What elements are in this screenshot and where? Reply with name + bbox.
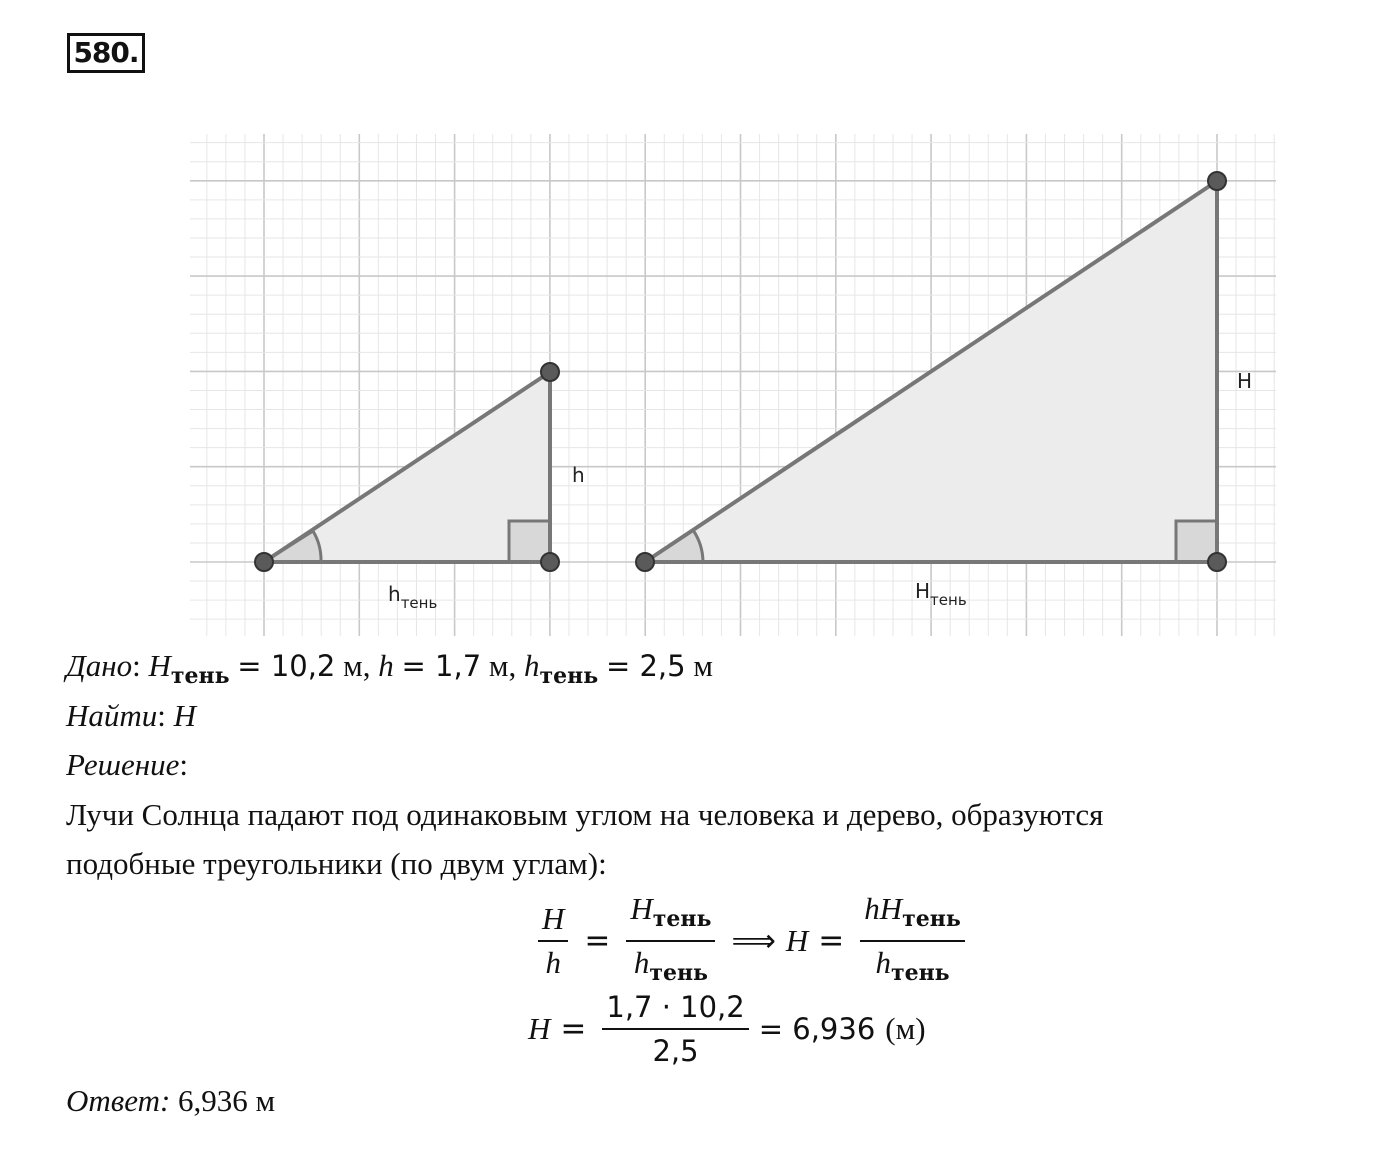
fraction-solve-H: $\frac{hH_{тень}}{h_{тень}}$ — [860, 890, 965, 992]
large-point-b — [1208, 553, 1226, 571]
solution-text-2: подобные треугольники (по двум углам): — [66, 846, 607, 881]
computation-formula: H = $\frac{1,7 \cdot 10,2}{2,5}$ = 6,936 (м) — [528, 990, 926, 1068]
label-H-shadow: $H_{тень}$ — [915, 579, 967, 609]
solution-label: Решение — [66, 747, 180, 782]
given-h-shadow-value: = 2,5 — [605, 649, 686, 683]
small-point-a — [255, 553, 273, 571]
large-point-a — [636, 553, 654, 571]
given-h-value: = 1,7 — [401, 649, 482, 683]
find-value: H — [173, 698, 197, 733]
given-h-shadow-var: h — [524, 648, 540, 683]
fraction-computation: $\frac{1,7 \cdot 10,2}{2,5}$ — [602, 988, 748, 1070]
small-point-c — [541, 363, 559, 381]
proportion-formula: $\frac{H}{h}$ = $\frac{H_{тень}}{h_{тень}}$ ⟹ H = $\frac{hH_{тень}}{h_{тень}}$ — [532, 890, 971, 992]
solution-text-1: Лучи Солнца падают под одинаковым углом на человека и дерево, образуются — [66, 797, 1104, 832]
label-h: h — [572, 463, 585, 487]
small-point-b — [541, 553, 559, 571]
find-line: Найти: H — [66, 698, 197, 733]
given-H-shadow-var: H — [148, 648, 171, 683]
answer-line — [66, 1081, 275, 1121]
label-h-shadow: $h_{тень}$ — [388, 582, 438, 612]
fraction-shadows: $\frac{H_{тень}}{h_{тень}}$ — [626, 890, 715, 992]
large-point-c — [1208, 172, 1226, 190]
answer-value: 6,936 м — [178, 1083, 276, 1118]
fraction-H-over-h: $\frac{H}{h}$ — [538, 900, 568, 982]
given-label: Дано — [66, 648, 133, 683]
label-H: H — [1237, 369, 1253, 393]
solution-line: Решение: — [66, 747, 188, 782]
given-H-shadow-value: = 10,2 — [237, 649, 336, 683]
given-line: Дано: $H_{тень} = 10,2$ м, h = 1,7 м, $h_{тень} = 2,5$ м — [66, 648, 713, 689]
problem-number: 580. — [67, 33, 145, 73]
given-h-var: h — [378, 648, 394, 683]
find-label: Найти — [66, 698, 158, 733]
answer-label: Ответ: — [66, 1083, 171, 1118]
